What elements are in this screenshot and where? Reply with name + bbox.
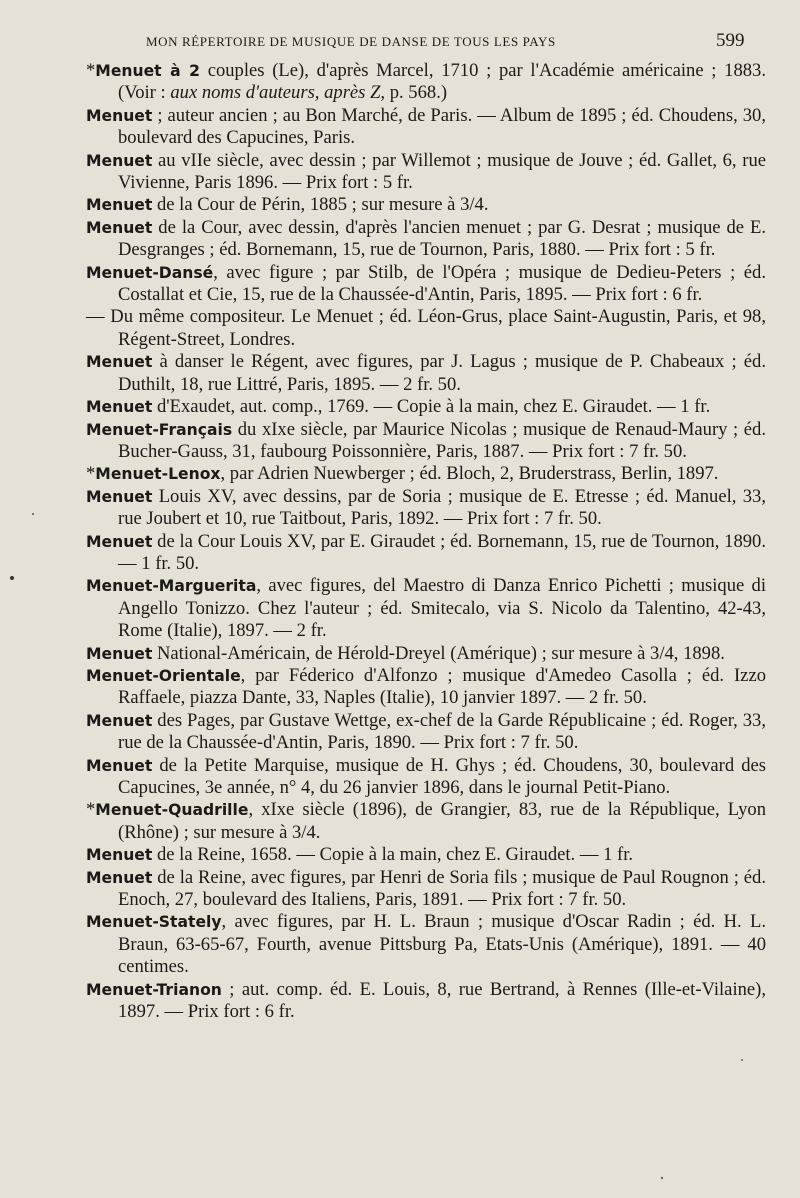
entry-text: , xIxe siècle (1896), de Grangier, 83, rue de la République, Lyon (Rhône) ; sur mesure à 3/4. [118, 799, 766, 843]
page-header [0, 30, 800, 58]
dictionary-entry [86, 194, 766, 216]
dictionary-entry [86, 531, 766, 576]
page-number: 599 [716, 30, 745, 51]
entry-text: , par Féderico d'Alfonzo ; musique d'Amedeo Casolla ; éd. Izzo Raffaele, piazza Dante, 33, Naples (Italie), 10 janvier 1897. — 2 fr. 50. [118, 664, 766, 709]
entry-headword: Menuet-Dansé [86, 263, 214, 282]
entry-headword: Menuet [86, 532, 153, 551]
entry-asterisk: * [86, 463, 96, 485]
dictionary-entry [86, 844, 766, 866]
dictionary-entry [86, 351, 766, 396]
dictionary-entry [86, 463, 766, 485]
entry-headword: Menuet [86, 868, 153, 887]
dictionary-entry [86, 799, 766, 844]
entry-text: de la Reine, avec figures, par Henri de Soria fils ; musique de Paul Rougnon ; éd. Enoch, 27, boulevard des Italiens, Paris, 1891. — Prix fort : 7 fr. 50. [118, 866, 766, 911]
entry-headword: Menuet-Trianon [86, 980, 222, 999]
entry-asterisk: * [86, 60, 96, 81]
entry-headword: Menuet-Orientale [86, 666, 241, 685]
dictionary-entry [86, 575, 766, 642]
entry-text: ; aut. comp. éd. E. Louis, 8, rue Bertrand, à Rennes (Ille-et-Vilaine), 1897. — Prix fort : 6 fr. [118, 978, 766, 1023]
entry-text: ; auteur ancien ; au Bon Marché, de Paris. — Album de 1895 ; éd. Choudens, 30, boulevard des Capucines, Paris. [118, 104, 766, 149]
entry-headword: Menuet [86, 218, 153, 237]
dictionary-entry [86, 486, 766, 531]
entry-italic-text: aux noms d'auteurs, après Z, [170, 82, 386, 104]
entry-headword: Menuet-Quadrille [95, 801, 249, 820]
entry-text: de la Reine, 1658. — Copie à la main, chez E. Giraudet. — 1 fr. [152, 844, 634, 866]
dictionary-entry [86, 150, 766, 195]
entry-text: National-Américain, de Hérold-Dreyel (Amérique) ; sur mesure à 3/4, 1898. [152, 642, 725, 664]
entry-headword: Menuet-Lenox [95, 465, 221, 484]
entry-text: de la Cour, avec dessin, d'après l'ancien menuet ; par G. Desrat ; musique de E. Desgranges ; éd. Bornemann, 15, rue de Tournon, Paris, 1880. — Prix fort : 5 fr. [118, 216, 766, 261]
dictionary-entry [86, 867, 766, 912]
entry-text: des Pages, par Gustave Wettge, ex-chef de la Garde Républicaine ; éd. Roger, 33, rue de la Chaussée-d'Antin, Paris, 1890. — Prix fort : 7 fr. 50. [118, 709, 766, 754]
entry-text: couples (Le), d'après Marcel, 1710 ; par l'Académie américaine ; 1883. (Voir : [118, 60, 767, 104]
entry-headword: Menuet [86, 196, 153, 215]
entry-headword: Menuet [86, 151, 153, 170]
entry-text: d'Exaudet, aut. comp., 1769. — Copie à la main, chez E. Giraudet. — 1 fr. [152, 396, 711, 418]
dictionary-entry [86, 396, 766, 418]
entry-headword: Menuet [86, 353, 153, 372]
dictionary-entry [86, 262, 766, 307]
entry-text: , avec figures, del Maestro di Danza Enrico Pichetti ; musique di Angello Tonizzo. Chez l'auteur ; éd. Smitecalo, via S. Nicolo da Talentino, 42-43, Rome (Italie), 1897. — 2 fr. [118, 575, 766, 642]
entry-text: de la Petite Marquise, musique de H. Ghys ; éd. Choudens, 30, boulevard des Capucines, 3e année, n° 4, du 26 janvier 1896, dans le journal Petit-Piano. [118, 754, 766, 798]
entry-headword: Menuet-Français [86, 420, 233, 439]
entry-headword: Menuet [86, 644, 153, 663]
entry-headword: Menuet à 2 [95, 62, 200, 80]
entry-headword: Menuet [86, 106, 153, 125]
dictionary-entry [86, 419, 766, 464]
entry-text: Louis XV, avec dessins, par de Soria ; musique de E. Etresse ; éd. Manuel, 33, rue Joubert et 10, rue Taitbout, Paris, 1892. — Prix fort : 7 fr. 50. [118, 485, 766, 530]
entry-text: au vIIe siècle, avec dessin ; par Willemot ; musique de Jouve ; éd. Gallet, 6, rue Vivienne, Paris 1896. — Prix fort : 5 fr. [118, 149, 766, 194]
entry-text: — Du même compositeur. Le Menuet ; éd. Léon-Grus, place Saint-Augustin, Paris, et 98, Régent-Street, Londres. [86, 306, 766, 350]
entry-headword: Menuet-Stately [86, 913, 222, 932]
entry-text: à danser le Régent, avec figures, par J. Lagus ; musique de P. Chabeaux ; éd. Duthilt, 18, rue Littré, Paris, 1895. — 2 fr. 50. [118, 351, 766, 395]
dictionary-entry [86, 306, 766, 351]
dictionary-entry [86, 60, 766, 105]
entry-text-end: p. 568.) [385, 82, 448, 104]
entry-headword: Menuet [86, 487, 153, 506]
dictionary-entry [86, 643, 766, 665]
dictionary-entry [86, 217, 766, 262]
dictionary-entry [86, 710, 766, 755]
entry-asterisk: * [86, 799, 96, 821]
dictionary-entry [86, 755, 766, 800]
entry-text: de la Cour de Périn, 1885 ; sur mesure à 3/4. [152, 194, 489, 216]
entry-headword: Menuet-Marguerita [86, 577, 257, 596]
entry-headword: Menuet [86, 398, 153, 417]
entry-headword: Menuet [86, 846, 153, 865]
entry-text: du xIxe siècle, par Maurice Nicolas ; musique de Renaud-Maury ; éd. Bucher-Gauss, 31, faubourg Poissonnière, Paris, 1887. — Prix fort : 7 fr. 50. [118, 418, 766, 462]
dictionary-entry [86, 979, 766, 1024]
entry-text: , par Adrien Nuewberger ; éd. Bloch, 2, Bruderstrass, Berlin, 1897. [220, 463, 719, 485]
dictionary-entry [86, 911, 766, 978]
running-title: MON RÉPERTOIRE DE MUSIQUE DE DANSE DE TOUS LES PAYS [146, 34, 556, 49]
dictionary-entry [86, 105, 766, 150]
entry-list [86, 60, 766, 1023]
entry-headword: Menuet [86, 756, 153, 775]
entry-text: , avec figure ; par Stilb, de l'Opéra ; musique de Dedieu-Peters ; éd. Costallat et Cie, 15, rue de la Chaussée-d'Antin, Paris, 1895. — Prix fort : 6 fr. [118, 261, 766, 306]
entry-headword: Menuet [86, 711, 153, 730]
dictionary-entry [86, 665, 766, 710]
entry-text: de la Cour Louis XV, par E. Giraudet ; éd. Bornemann, 15, rue de Tournon, 1890. — 1 fr. 50. [118, 530, 766, 574]
entry-text: , avec figures, par H. L. Braun ; musique d'Oscar Radin ; éd. H. L. Braun, 63-65-67, Fourth, avenue Pittsburg Pa, Etats-Unis (Amérique), 1891. — 40 centimes. [118, 911, 766, 978]
